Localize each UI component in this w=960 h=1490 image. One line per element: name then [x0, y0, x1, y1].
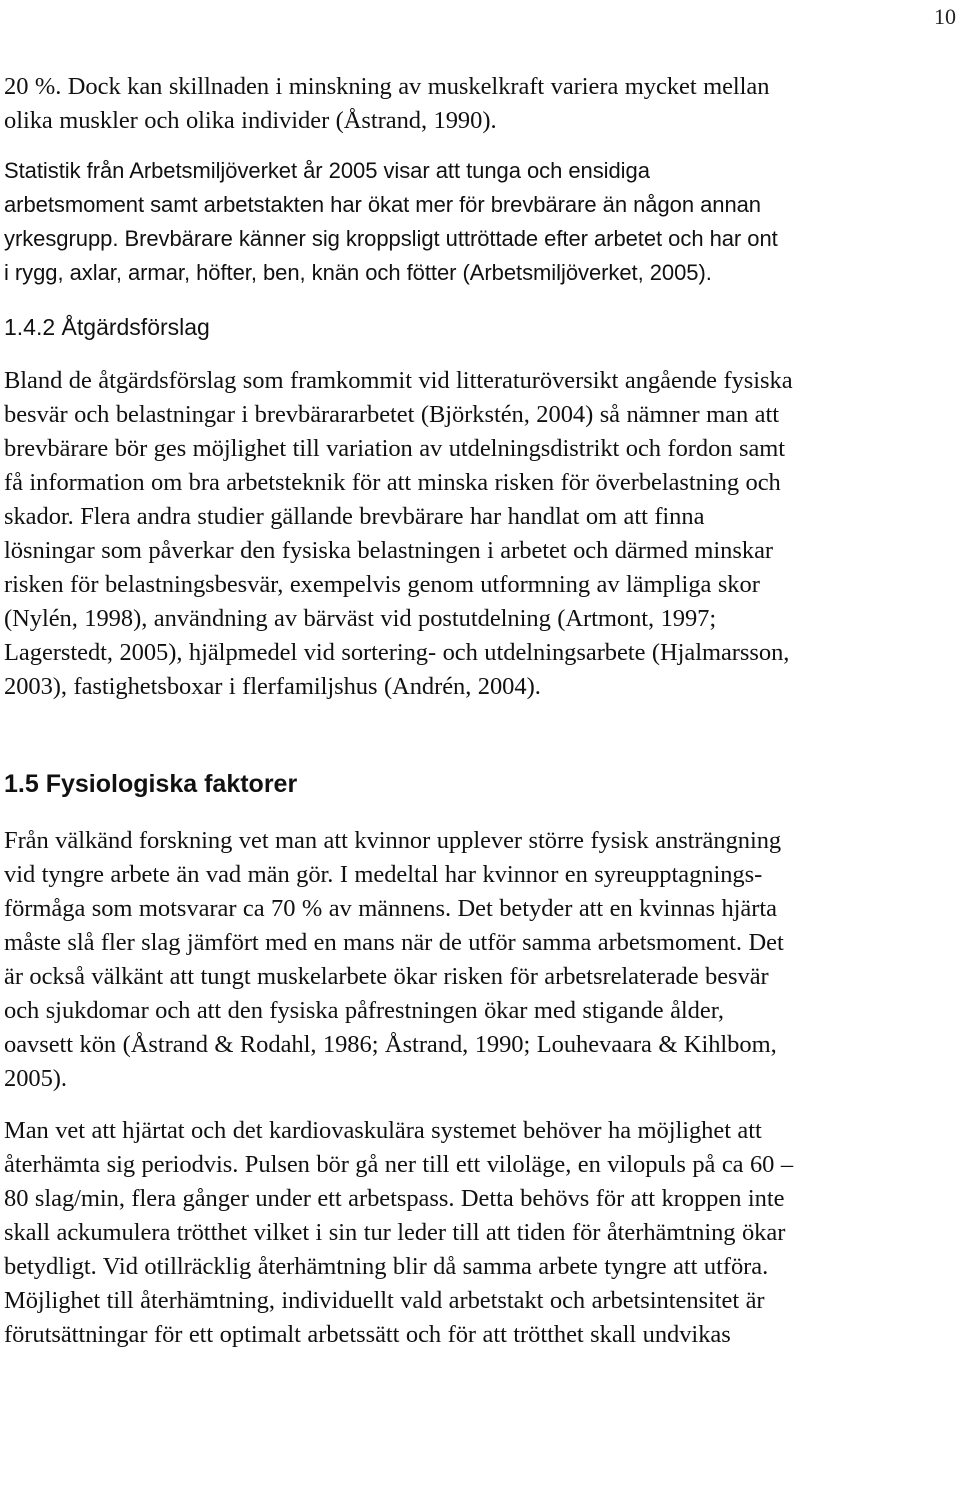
text-line: skall ackumulera trötthet vilket i sin tur leder till att tiden för återhämtning ökar: [4, 1219, 786, 1246]
text-line: besvär och belastningar i brevbärararbetet (Björkstén, 2004) så nämner man att: [4, 401, 779, 428]
text-line: Man vet att hjärtat och det kardiovaskulära systemet behöver ha möjlighet att: [4, 1117, 762, 1144]
text-line: oavsett kön (Åstrand & Rodahl, 1986; Åstrand, 1990; Louhevaara & Kihlbom,: [4, 1031, 777, 1058]
text-line: vid tyngre arbete än vad män gör. I medeltal har kvinnor en syreupptagnings-: [4, 861, 763, 888]
intro-paragraph: [4, 70, 956, 138]
text-line: Möjlighet till återhämtning, individuellt vald arbetstakt och arbetsintensitet är: [4, 1287, 765, 1314]
text-line: Lagerstedt, 2005), hjälpmedel vid sortering- och utdelningsarbete (Hjalmarsson,: [4, 639, 790, 666]
text-line: betydligt. Vid otillräcklig återhämtning blir då samma arbete tyngre att utföra.: [4, 1253, 769, 1280]
fysiologiska-paragraph-2: [4, 1114, 956, 1352]
text-line: och sjukdomar och att den fysiska påfrestningen ökar med stigande ålder,: [4, 997, 724, 1024]
fysiologiska-paragraph-1: [4, 824, 956, 1096]
statistics-paragraph: [4, 154, 956, 290]
text-line: Bland de åtgärdsförslag som framkommit vid litteraturöversikt angående fysiska: [4, 367, 793, 394]
text-line: Från välkänd forskning vet man att kvinnor upplever större fysisk ansträngning: [4, 827, 782, 854]
section-heading-1-5: 1.5 Fysiologiska faktorer: [4, 770, 298, 798]
text-line: återhämta sig periodvis. Pulsen bör gå ner till ett viloläge, en vilopuls på ca 60 –: [4, 1151, 794, 1178]
text-line: Statistik från Arbetsmiljöverket år 2005 visar att tunga och ensidiga: [4, 158, 650, 183]
text-line: 80 slag/min, flera gånger under ett arbetspass. Detta behövs för att kroppen inte: [4, 1185, 785, 1212]
section-heading-1-4-2: 1.4.2 Åtgärdsförslag: [4, 314, 210, 340]
text-line: är också välkänt att tungt muskelarbete ökar risken för arbetsrelaterade besvär: [4, 963, 769, 990]
atgardsforslag-paragraph: [4, 364, 956, 704]
text-line: brevbärare bör ges möjlighet till variation av utdelningsdistrikt och fordon samt: [4, 435, 786, 462]
text-line: olika muskler och olika individer (Åstrand, 1990).: [4, 107, 497, 134]
text-line: förmåga som motsvarar ca 70 % av männens. Det betyder att en kvinnas hjärta: [4, 895, 777, 922]
text-line: yrkesgrupp. Brevbärare känner sig kroppsligt uttröttade efter arbetet och har ont: [4, 226, 778, 251]
text-line: 20 %. Dock kan skillnaden i minskning av muskelkraft variera mycket mellan: [4, 73, 770, 100]
text-line: arbetsmoment samt arbetstakten har ökat mer för brevbärare än någon annan: [4, 192, 761, 217]
text-line: (Nylén, 1998), användning av bärväst vid postutdelning (Artmont, 1997;: [4, 605, 717, 632]
text-line: risken för belastningsbesvär, exempelvis genom utformning av lämpliga skor: [4, 571, 760, 598]
page-content: [4, 70, 956, 1352]
text-line: 2003), fastighetsboxar i flerfamiljshus (Andrén, 2004).: [4, 673, 541, 700]
page-number: 10: [934, 4, 956, 29]
text-line: måste slå fler slag jämfört med en mans när de utför samma arbetsmoment. Det: [4, 929, 784, 956]
text-line: förutsättningar för ett optimalt arbetssätt och för att trötthet skall undvikas: [4, 1321, 731, 1348]
text-line: skador. Flera andra studier gällande brevbärare har handlat om att finna: [4, 503, 705, 530]
text-line: få information om bra arbetsteknik för att minska risken för överbelastning och: [4, 469, 781, 496]
text-line: i rygg, axlar, armar, höfter, ben, knän och fötter (Arbetsmiljöverket, 2005).: [4, 260, 712, 285]
text-line: lösningar som påverkar den fysiska belastningen i arbetet och därmed minskar: [4, 537, 773, 564]
text-line: 2005).: [4, 1065, 67, 1092]
